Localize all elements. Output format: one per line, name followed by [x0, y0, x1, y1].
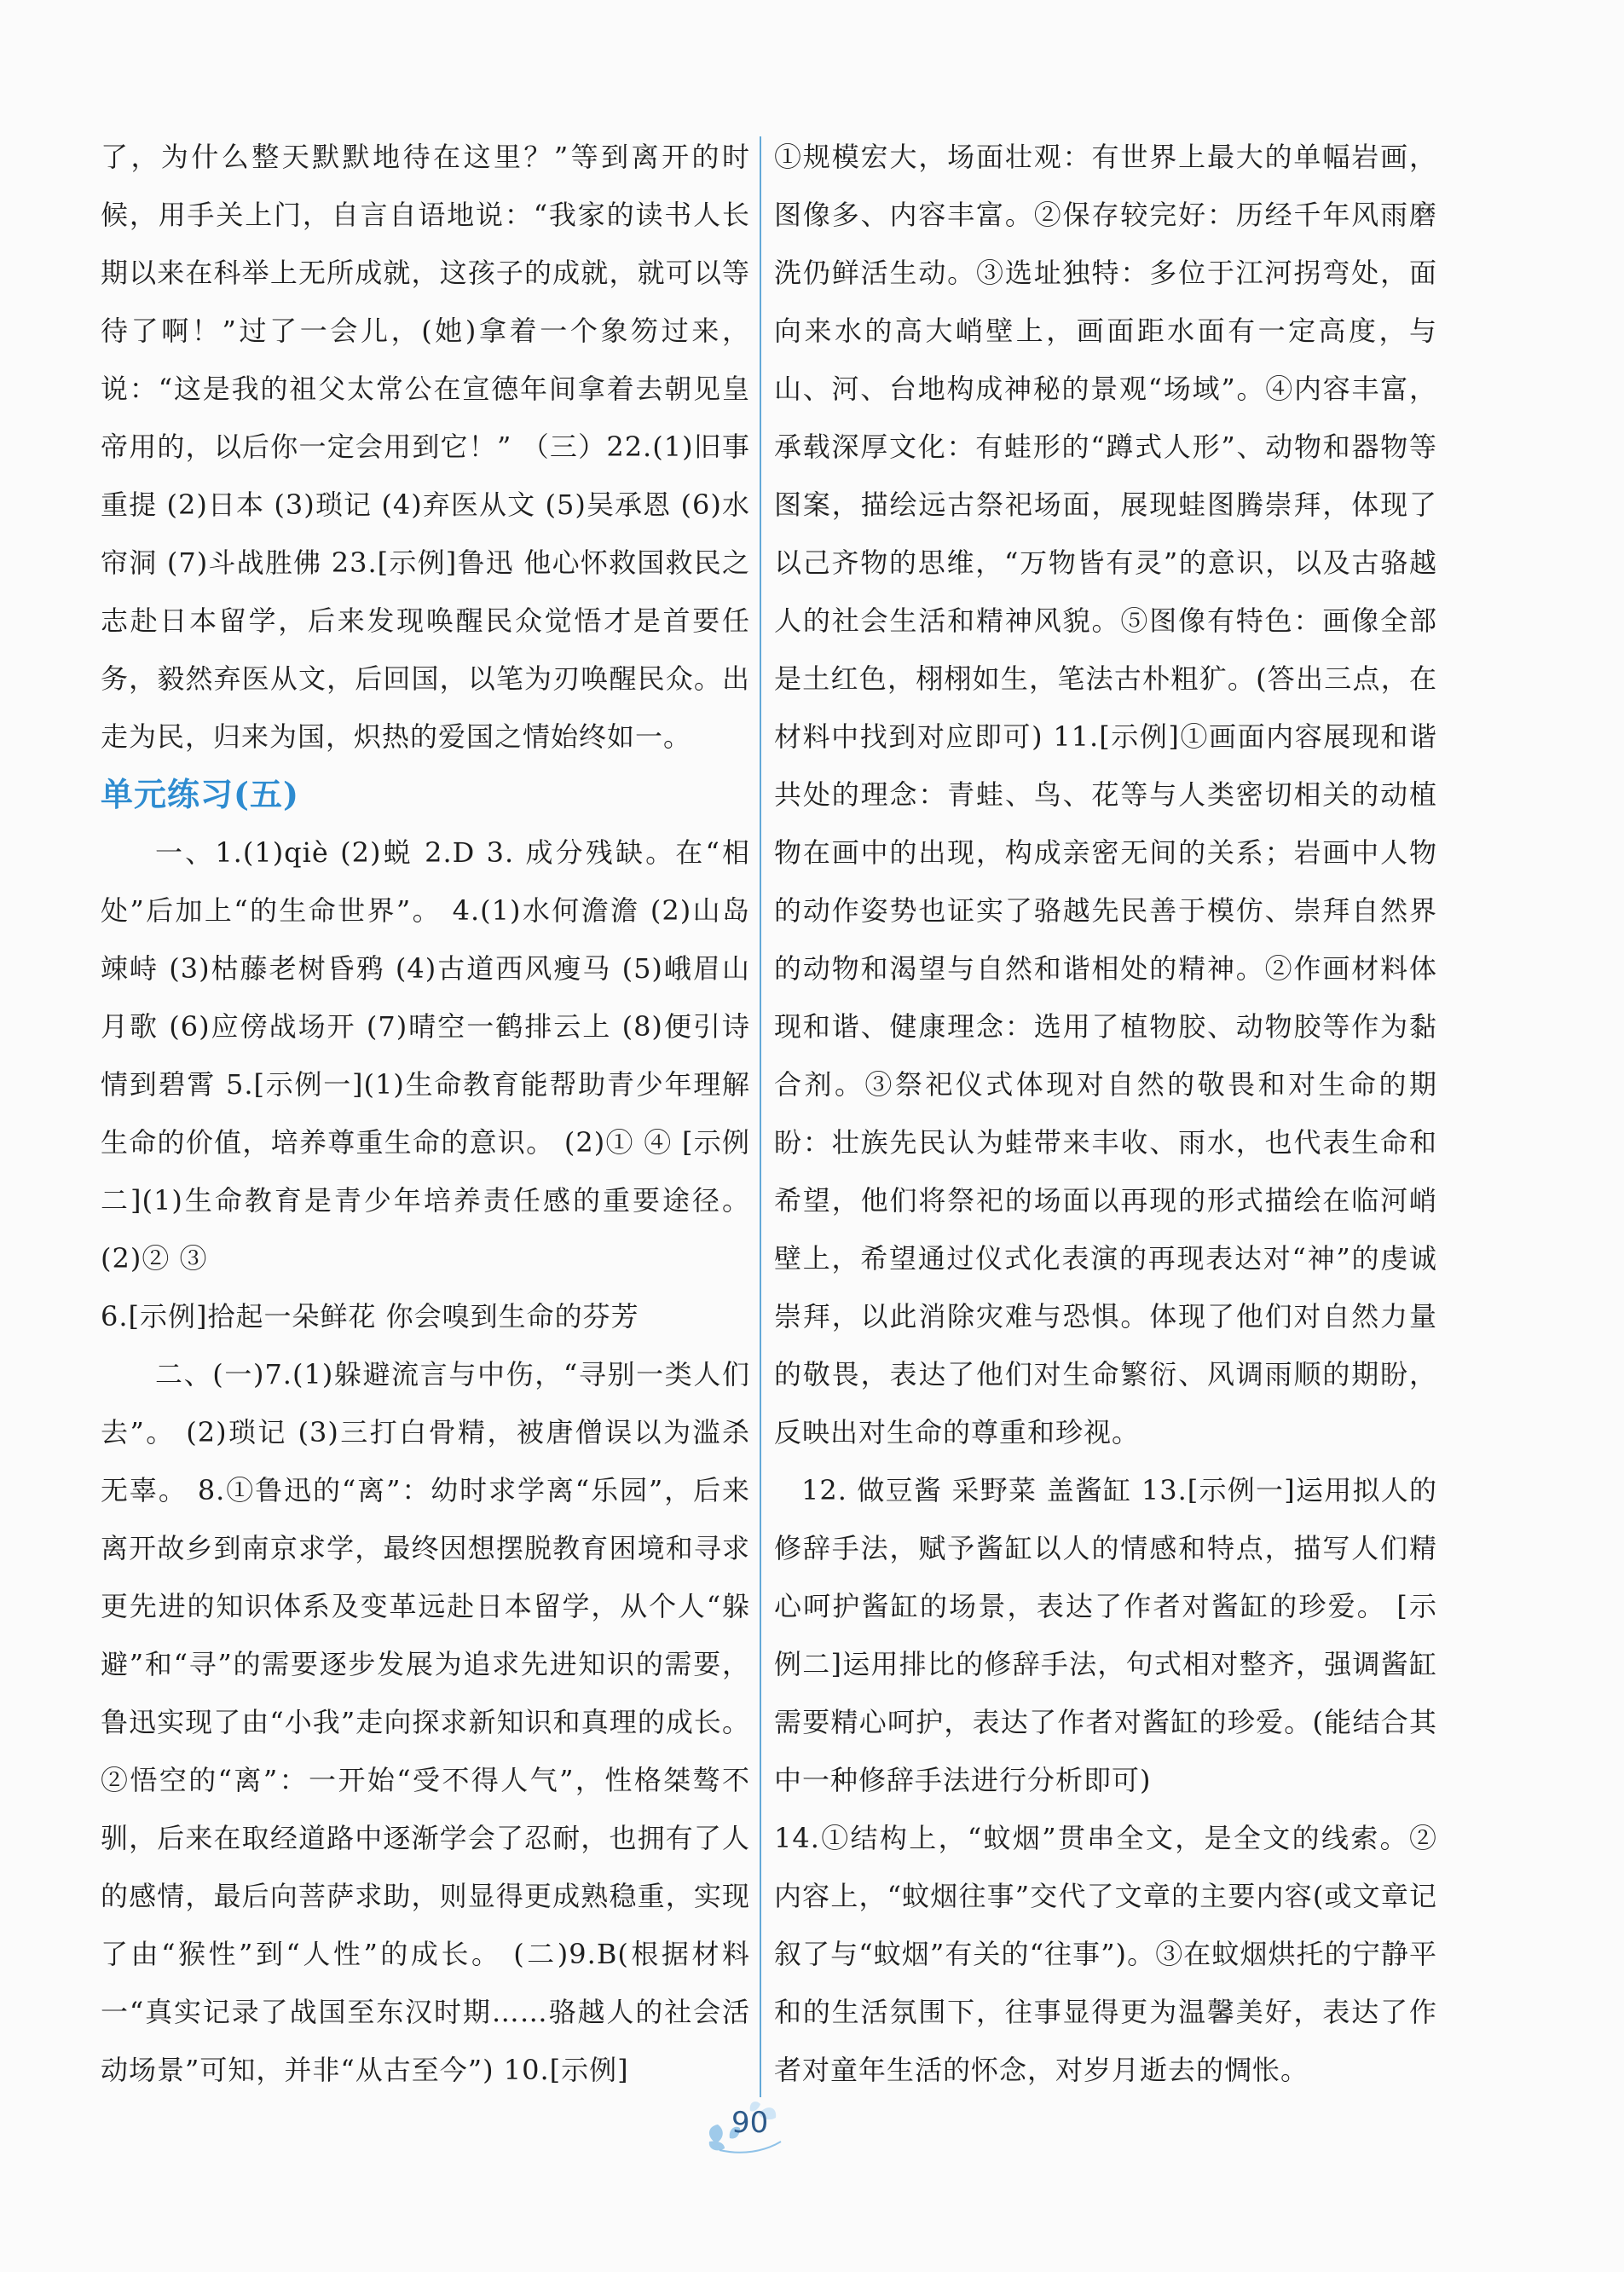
right-paragraph-1: ①规模宏大，场面壮观：有世界上最大的单幅岩画，图像多、内容丰富。②保存较完好：历经千年风雨磨洗仍鲜活生动。③选址独特：多位于江河拐弯处，面向来水的高大峭壁上，画面距水面有一定高度，与山、河、台地构成神秘的景观“场域”。④内容丰富，承载深厚文化：有蛙形的“蹲式人形”、动物和器物等图案，描绘远古祭祀场面，展现蛙图腾崇拜，体现了以己齐物的思维，“万物皆有灵”的意识，以及古骆越人的社会生活和精神风貌。⑤图像有特色：画像全部是土红色，栩栩如生，笔法古朴粗犷。(答出三点，在材料中找到对应即可) 11.[示例]①画面内容展现和谐共处的理念：青蛙、鸟、花等与人类密切相关的动植物在画中的出现，构成亲密无间的关系；岩画中人物的动作姿势也证实了骆越先民善于模仿、崇拜自然界的动物和渴望与自然和谐相处的精神。②作画材料体现和谐、健康理念：选用了植物胶、动物胶等作为黏合剂。③祭祀仪式体现对自然的敬畏和对生命的期盼：壮族先民认为蛙带来丰收、雨水，也代表生命和希望，他们将祭祀的场面以再现的形式描绘在临河峭壁上，希望通过仪式化表演的再现表达对“神”的虔诚崇拜，以此消除灾难与恐惧。体现了他们对自然力量的敬畏，表达了他们对生命繁衍、风调雨顺的期盼，反映出对生命的尊重和珍视。	[774, 141, 1437, 1448]
section-title: 单元练习(五)	[101, 775, 299, 813]
left-column	[101, 128, 750, 2099]
right-column	[774, 128, 1437, 2099]
left-paragraph-1: 了，为什么整天默默地待在这里？”等到离开的时候，用手关上门，自言自语地说：“我家的读书人长期以来在科举上无所成就，这孩子的成就，就可以等待了啊！”过了一会儿，(她)拿着一个象笏过来，说：“这是我的祖父太常公在宣德年间拿着去朝见皇帝用的，以后你一定会用到它！” （三）22.(1)旧事重提 (2)日本 (3)琐记 (4)弃医从文 (5)吴承恩 (6)水帘洞 (7)斗战胜佛 23.[示例]鲁迅 他心怀救国救民之志赴日本留学，后来发现唤醒民众觉悟才是首要任务，毅然弃医从文，后回国，以笔为刃唤醒民众。出走为民，归来为国，炽热的爱国之情始终如一。	[101, 141, 750, 753]
left-paragraph-3: 6.[示例]拾起一朵鲜花 你会嗅到生命的芬芳	[101, 1300, 639, 1333]
page-number: 90	[731, 2106, 769, 2140]
left-paragraph-2: 一、1.(1)qiè (2)蜕 2.D 3. 成分残缺。在“相处”后加上“的生命世界”。 4.(1)水何澹澹 (2)山岛竦峙 (3)枯藤老树昏鸦 (4)古道西风瘦马 (5)峨眉山月歌 (6)应傍战场开 (7)晴空一鹤排云上 (8)便引诗情到碧霄 5.[示例一](1)生命教育能帮助青少年理解生命的价值，培养尊重生命的意识。 (2)① ④ [示例二](1)生命教育是青少年培养责任感的重要途径。 (2)② ③	[101, 836, 750, 1275]
column-divider	[760, 136, 761, 2097]
right-paragraph-3: 14.①结构上，“蚊烟”贯串全文，是全文的线索。②内容上，“蚊烟往事”交代了文章的主要内容(或文章记叙了与“蚊烟”有关的“往事”)。③在蚊烟烘托的宁静平和的生活氛围下，往事显得更为温馨美好，表达了作者对童年生活的怀念，对岁月逝去的惆怅。	[774, 1822, 1437, 2086]
left-paragraph-4: 二、(一)7.(1)躲避流言与中伤，“寻别一类人们去”。 (2)琐记 (3)三打白骨精，被唐僧误以为滥杀无辜。 8.①鲁迅的“离”：幼时求学离“乐园”，后来离开故乡到南京求学，最终因想摆脱教育困境和寻求更先进的知识体系及变革远赴日本留学，从个人“躲避”和“寻”的需要逐步发展为追求先进知识的需要，鲁迅实现了由“小我”走向探求新知识和真理的成长。②悟空的“离”：一开始“受不得人气”，性格桀骜不驯，后来在取经道路中逐渐学会了忍耐，也拥有了人的感情，最后向菩萨求助，则显得更成熟稳重，实现了由“猴性”到“人性”的成长。 (二)9.B(根据材料一“真实记录了战国至东汉时期……骆越人的社会活动场景”可知，并非“从古至今”) 10.[示例]	[101, 1358, 750, 2086]
page-number-badge	[699, 2096, 793, 2159]
right-paragraph-2: 12. 做豆酱 采野菜 盖酱缸 13.[示例一]运用拟人的修辞手法，赋予酱缸以人的情感和特点，描写人们精心呵护酱缸的场景，表达了作者对酱缸的珍爱。 [示例二]运用排比的修辞手法，句式相对整齐，强调酱缸需要精心呵护，表达了作者对酱缸的珍爱。(能结合其中一种修辞手法进行分析即可)	[774, 1474, 1437, 1796]
